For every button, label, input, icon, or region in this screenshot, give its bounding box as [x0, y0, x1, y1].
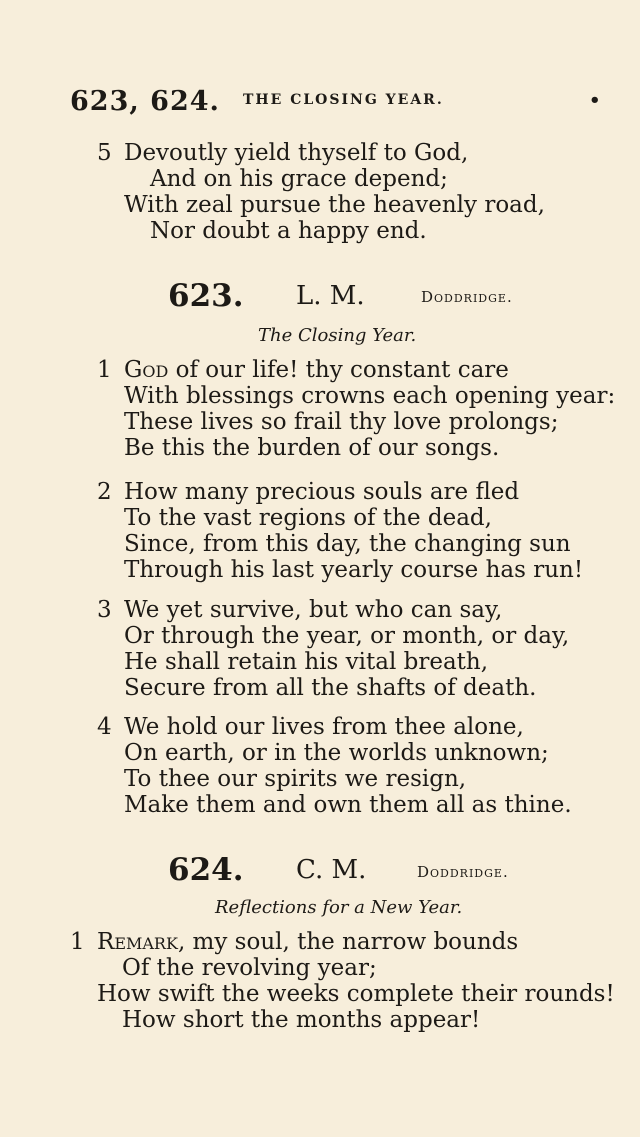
verse-line [97, 929, 518, 955]
verse-line: Of the revolving year; [122, 955, 377, 981]
verse-number: 5 [97, 140, 112, 166]
verse-line: Devoutly yield thyself to God, [124, 140, 469, 166]
verse-line: Be this the burden of our songs. [124, 435, 500, 461]
verse-line: How short the months appear! [122, 1007, 481, 1033]
hymn-author: Doddridge. [421, 288, 513, 306]
verse-line: How many precious souls are fled [124, 479, 520, 505]
verse-line: Make them and own them all as thine. [124, 792, 572, 818]
hymn-subtitle: Reflections for a New Year. [215, 897, 463, 918]
verse-line: Secure from all the shafts of death. [124, 675, 537, 701]
verse-line: And on his grace depend; [150, 166, 448, 192]
verse-number: 1 [70, 929, 85, 955]
header-hymn-numbers: 623, 624. [70, 86, 220, 117]
hymn-subtitle: The Closing Year. [258, 325, 417, 346]
verse-first-word: Remark [97, 929, 178, 955]
verse-line [124, 357, 509, 383]
verse-line: Through his last yearly course has run! [124, 557, 584, 583]
verse-line: To thee our spirits we resign, [124, 766, 467, 792]
verse-line: We hold our lives from thee alone, [124, 714, 524, 740]
verse-number: 4 [97, 714, 112, 740]
running-head [0, 82, 640, 122]
verse-line-rest: , my soul, the narrow bounds [177, 929, 519, 955]
verse-line: He shall retain his vital breath, [124, 649, 489, 675]
verse-line: How swift the weeks complete their rounds! [97, 981, 615, 1007]
hymn-623-heading [0, 278, 640, 318]
verse-line: On earth, or in the worlds unknown; [124, 740, 549, 766]
hymn-author: Doddridge. [417, 863, 509, 881]
verse-line: We yet survive, but who can say, [124, 597, 503, 623]
verse-line: With zeal pursue the heavenly road, [124, 192, 545, 218]
verse-number: 1 [97, 357, 112, 383]
verse-line-rest: of our life! thy constant care [175, 357, 509, 383]
verse-line: Nor doubt a happy end. [150, 218, 427, 244]
verse-line: These lives so frail thy love prolongs; [124, 409, 559, 435]
hymn-number: 624. [168, 852, 244, 888]
verse-number: 3 [97, 597, 112, 623]
hymn-number: 623. [168, 278, 244, 314]
header-title: THE CLOSING YEAR. [243, 92, 444, 108]
verse-line: Or through the year, or month, or day, [124, 623, 570, 649]
verse-line: With blessings crowns each opening year: [124, 383, 616, 409]
hymn-meter: L. M. [296, 281, 365, 311]
verse-line: Since, from this day, the changing sun [124, 531, 571, 557]
verse-line: To the vast regions of the dead, [124, 505, 492, 531]
hymn-meter: C. M. [296, 855, 367, 885]
header-dot: • [589, 90, 601, 111]
verse-number: 2 [97, 479, 112, 505]
verse-first-word: God [124, 357, 169, 383]
hymn-624-heading [0, 852, 640, 892]
